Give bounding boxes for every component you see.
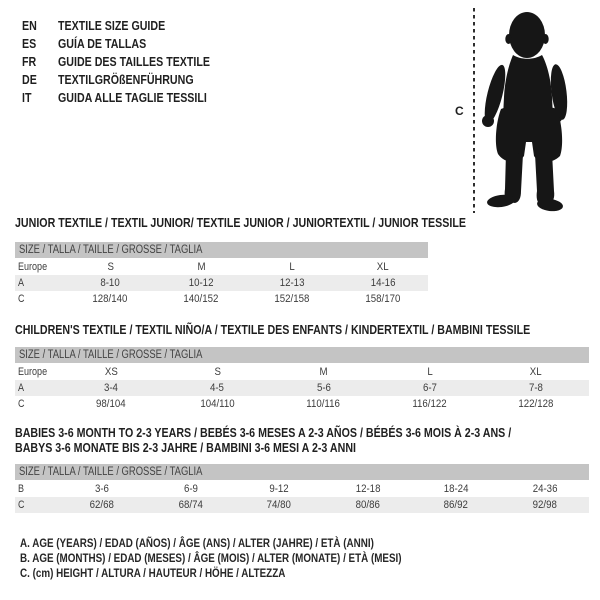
size-table-babies: [15, 464, 589, 513]
size-cell: XL: [529, 366, 542, 378]
language-row: [22, 70, 243, 88]
table-row: [15, 481, 589, 497]
size-table-header: SIZE / TALLA / TAILLE / GRÖSSE / TAGLIA: [15, 347, 589, 363]
height-measure-dotted-line: [473, 8, 475, 213]
size-cell: 8-10: [100, 277, 121, 289]
baby-silhouette-icon: [480, 5, 580, 215]
language-title: GUIDA ALLE TAGLIE TESSILI: [58, 89, 207, 105]
size-table-children: [15, 347, 589, 412]
table-row: [15, 497, 589, 513]
size-cell: 140/152: [183, 293, 219, 305]
size-cell: 110/116: [306, 398, 341, 410]
size-cell: 5-6: [316, 382, 331, 394]
row-label: A: [18, 277, 25, 289]
section-title-children: CHILDREN'S TEXTILE / TEXTIL NIÑO/A / TEXTILE DES ENFANTS / KINDERTEXTIL / BAMBINI TESSILE: [15, 322, 531, 337]
size-cell: L: [427, 366, 433, 378]
height-measure-label: C: [455, 104, 464, 118]
size-cell: 128/140: [92, 293, 128, 305]
table-row: [15, 291, 428, 307]
size-cell: 7-8: [528, 382, 543, 394]
size-cell: 152/158: [274, 293, 310, 305]
measure-legend: [20, 536, 485, 581]
size-cell: 80/86: [355, 499, 380, 511]
section-title-junior: JUNIOR TEXTILE / TEXTIL JUNIOR/ TEXTILE JUNIOR / JUNIORTEXTIL / JUNIOR TESSILE: [15, 215, 466, 230]
size-cell: S: [107, 261, 114, 273]
language-title: TEXTILGRÖßENFÜHRUNG: [58, 71, 194, 87]
size-cell: 3-6: [95, 483, 110, 495]
row-label: Europe: [18, 261, 48, 273]
size-table-junior: [15, 242, 428, 307]
size-cell: 12-18: [355, 483, 381, 495]
size-cell: 158/170: [365, 293, 401, 305]
size-cell: 12-13: [279, 277, 305, 289]
size-cell: 68/74: [178, 499, 203, 511]
row-label: A: [18, 382, 25, 394]
language-title: GUIDE DES TAILLES TEXTILE: [58, 53, 211, 69]
size-cell: M: [197, 261, 206, 273]
size-cell: XS: [104, 366, 118, 378]
size-cell: 86/92: [444, 499, 469, 511]
language-code: FR: [22, 53, 37, 69]
language-row: [22, 52, 243, 70]
size-cell: 6-7: [422, 382, 437, 394]
language-row: [22, 88, 243, 106]
size-cell: 14-16: [370, 277, 395, 289]
language-code: DE: [22, 71, 37, 87]
language-row: [22, 16, 243, 34]
size-cell: 9-12: [269, 483, 289, 495]
language-code: ES: [22, 35, 37, 51]
size-cell: S: [214, 366, 221, 378]
size-cell: 98/104: [96, 398, 126, 410]
size-cell: 122/128: [518, 398, 554, 410]
size-cell: M: [319, 366, 328, 378]
size-cell: XL: [376, 261, 389, 273]
table-row: [15, 396, 589, 412]
size-cell: 3-4: [104, 382, 119, 394]
size-cell: L: [289, 261, 295, 273]
language-row: [22, 34, 243, 52]
language-title: GUÍA DE TALLAS: [58, 35, 147, 51]
language-title-list: [22, 16, 243, 106]
row-label: C: [18, 499, 25, 511]
table-row: [15, 259, 428, 275]
size-cell: 18-24: [443, 483, 469, 495]
row-label: B: [18, 483, 25, 495]
size-cell: 10-12: [188, 277, 214, 289]
language-title: TEXTILE SIZE GUIDE: [58, 17, 166, 33]
table-row: [15, 380, 589, 396]
row-label: C: [18, 398, 25, 410]
size-cell: 104/110: [200, 398, 235, 410]
size-cell: 24-36: [532, 483, 558, 495]
size-cell: 92/98: [532, 499, 557, 511]
language-code: EN: [22, 17, 37, 33]
row-label: Europe: [18, 366, 48, 378]
legend-line-a: A. AGE (YEARS) / EDAD (AÑOS) / ÂGE (ANS) / ALTER (JAHRE) / ETÀ (ANNI): [20, 536, 374, 550]
size-cell: 4-5: [210, 382, 225, 394]
legend-line-c: C. (cm) HEIGHT / ALTURA / HAUTEUR / HÖHE / ALTEZZA: [20, 566, 286, 580]
table-row: [15, 275, 428, 291]
size-table-header: SIZE / TALLA / TAILLE / GRÖSSE / TAGLIA: [15, 464, 589, 480]
size-cell: 116/122: [412, 398, 447, 410]
row-label: C: [18, 293, 25, 305]
table-row: [15, 364, 589, 380]
legend-line-b: B. AGE (MONTHS) / EDAD (MESES) / ÂGE (MOIS) / ALTER (MONATE) / ETÀ (MESI): [20, 551, 402, 565]
size-cell: 62/68: [90, 499, 115, 511]
language-code: IT: [22, 89, 32, 105]
size-cell: 74/80: [267, 499, 292, 511]
size-table-header: SIZE / TALLA / TAILLE / GRÖSSE / TAGLIA: [15, 242, 428, 258]
size-cell: 6-9: [183, 483, 198, 495]
section-title-babies: BABIES 3-6 MONTH TO 2-3 YEARS / BEBÉS 3-6 MESES A 2-3 AÑOS / BÉBÉS 3-6 MOIS À 2-3 ANS / BABYS 3-6 MONATE BIS 2-3 JAHRE / BAMBINI 3-6 MESI A 2-3 ANNI: [15, 425, 512, 455]
